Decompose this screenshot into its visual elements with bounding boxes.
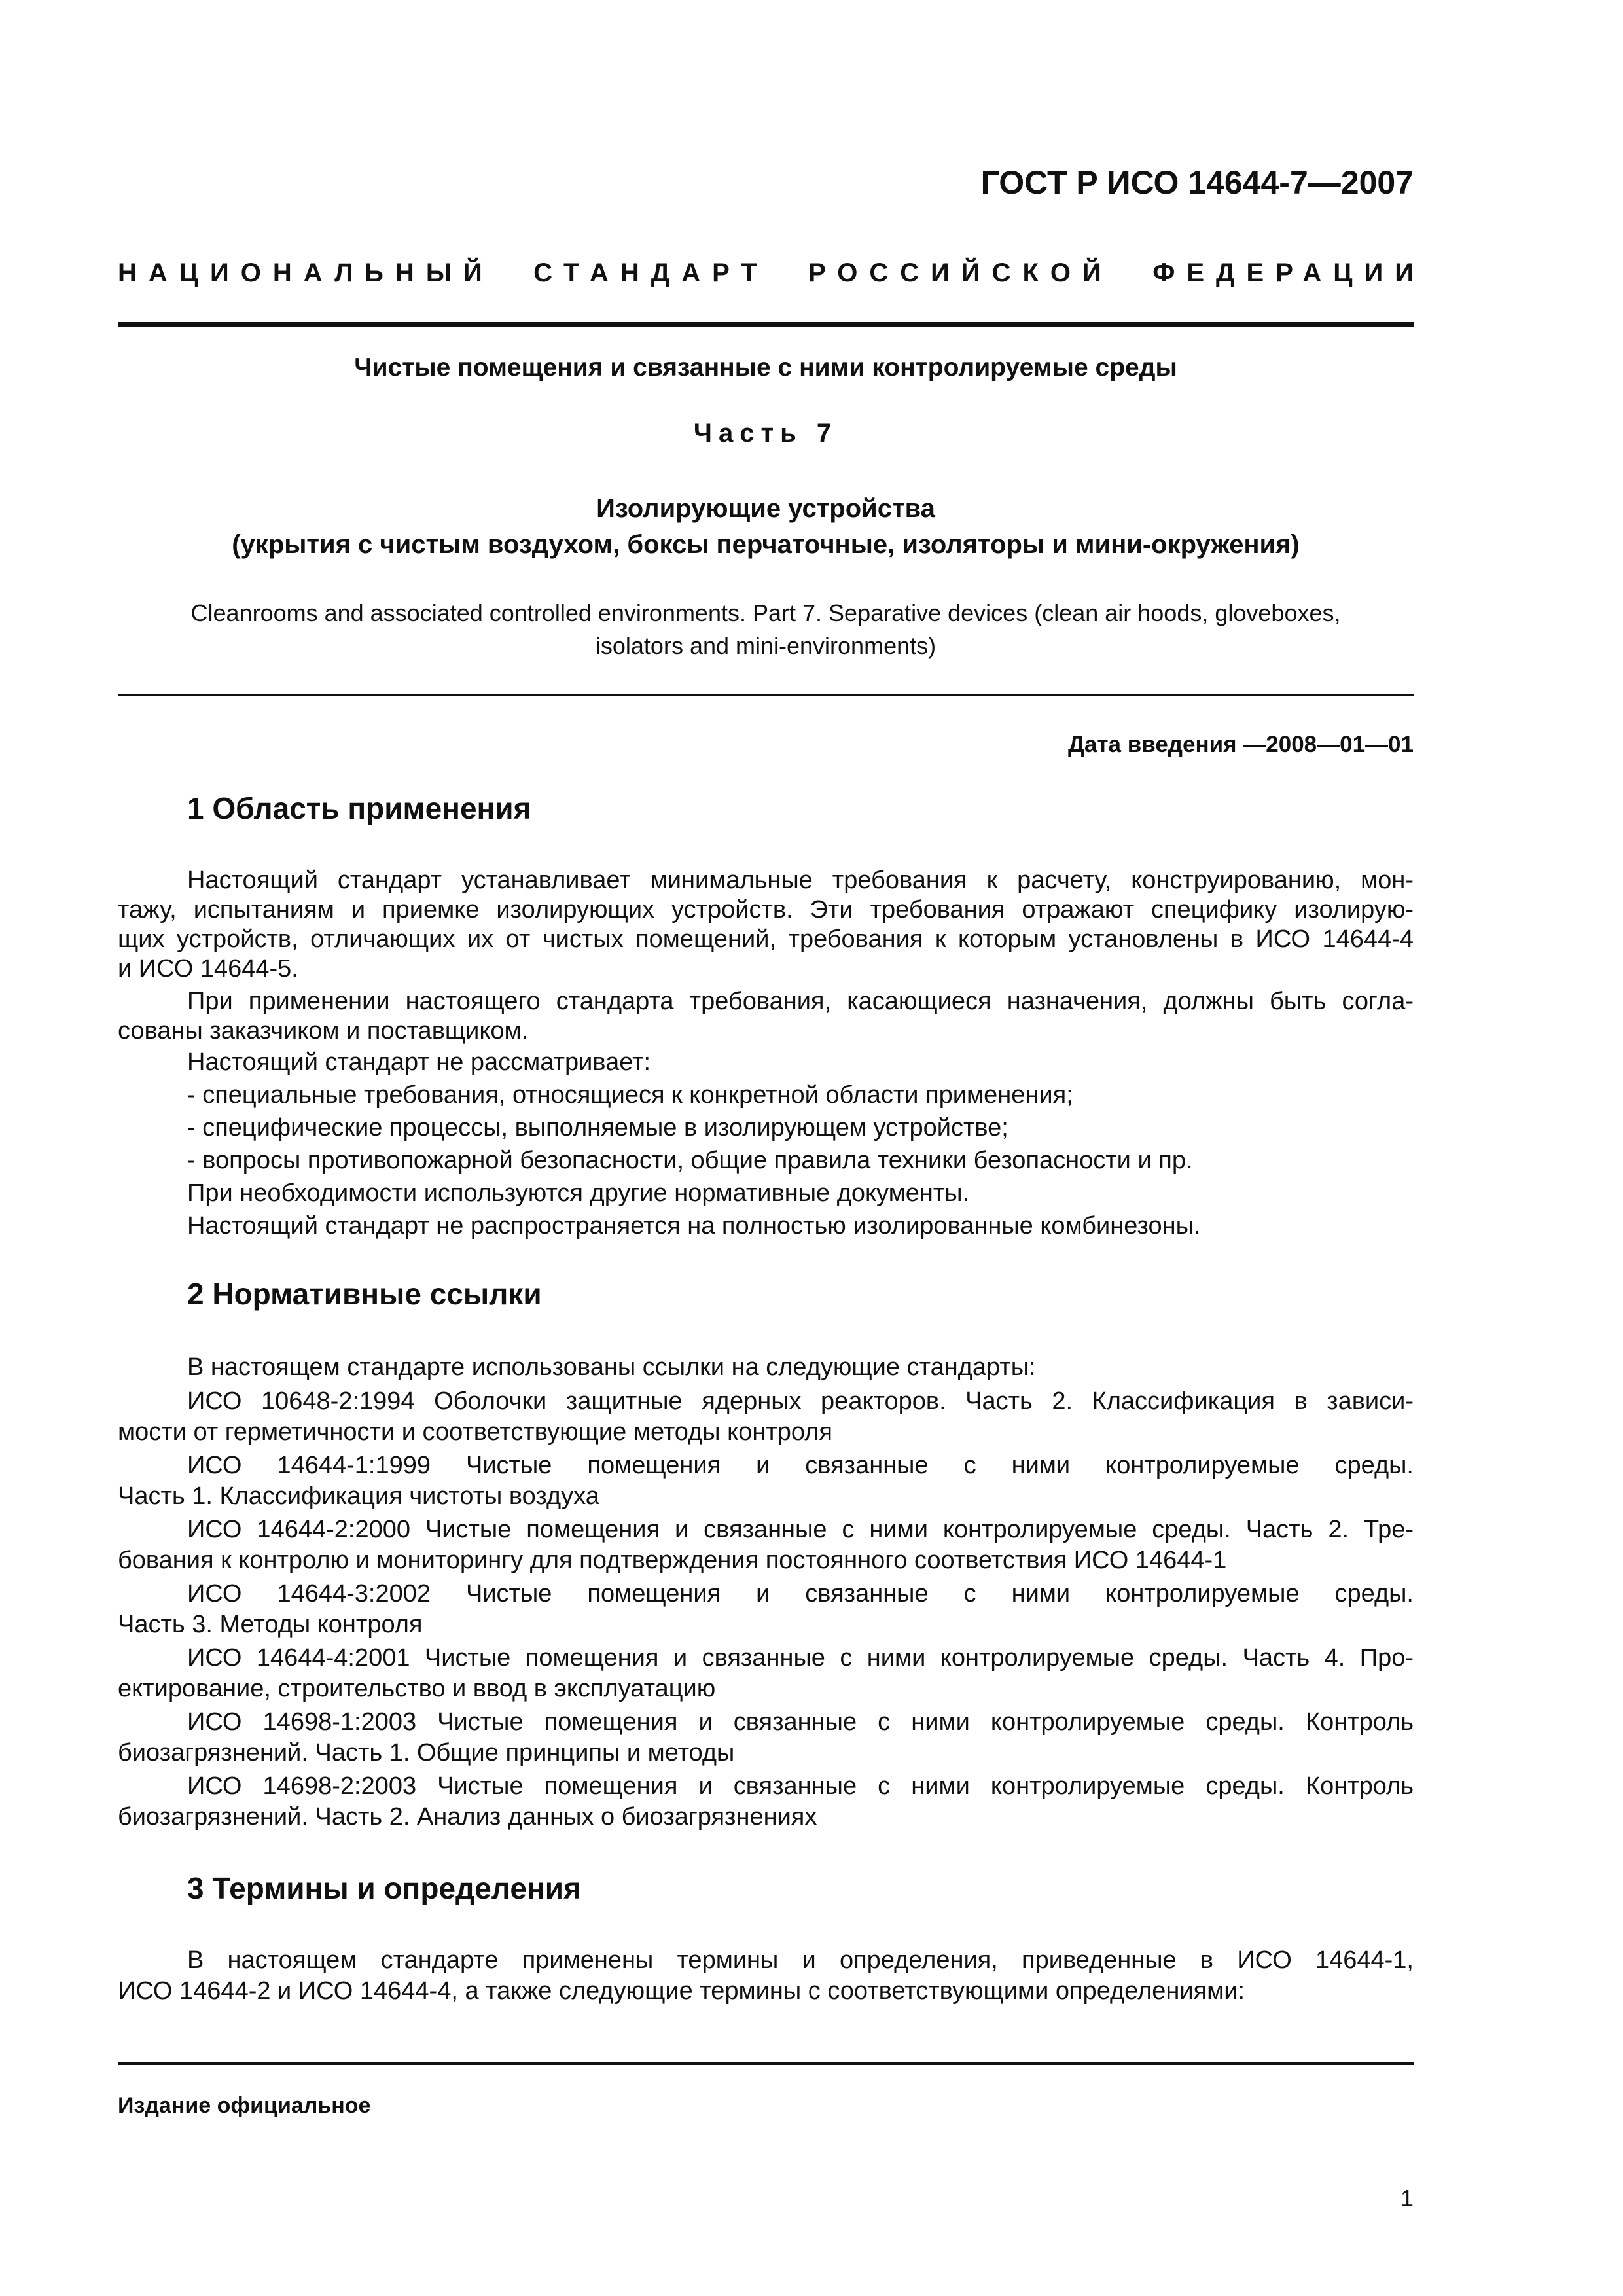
- paragraph-line: ИСО 14644-2 и ИСО 14644-4, а также следующие термины с соответствующими определениями:: [118, 1977, 1245, 2005]
- reference-line: ектирование, строительство и ввод в эксплуатацию: [118, 1675, 716, 1702]
- reference-line: мости от герметичности и соответствующие методы контроля: [118, 1418, 832, 1446]
- list-item: - вопросы противопожарной безопасности, общие правила техники безопасности и пр.: [187, 1147, 1193, 1174]
- reference-line: ИСО 10648-2:1994 Оболочки защитные ядерных реакторов. Часть 2. Классификация в зависи-: [187, 1388, 1414, 1415]
- section-2-heading: 2 Нормативные ссылки: [187, 1277, 542, 1311]
- reference-line: ИСО 14698-1:2003 Чистые помещения и связанные с ними контролируемые среды. Контроль: [187, 1708, 1414, 1736]
- reference-line: ИСО 14644-3:2002 Чистые помещения и связанные с ними контролируемые среды.: [187, 1580, 1414, 1607]
- paragraph-line: и ИСО 14644-5.: [118, 955, 298, 982]
- title-rule: [118, 694, 1414, 696]
- list-item: - специальные требования, относящиеся к конкретной области применения;: [187, 1081, 1073, 1109]
- national-word: ФЕДЕРАЦИИ: [1152, 259, 1425, 287]
- paragraph-line: Настоящий стандарт устанавливает минимальные требования к расчету, конструированию, мон-: [187, 867, 1414, 894]
- paragraph-line: При применении настоящего стандарта требования, касающиеся назначения, должны быть согла-: [187, 988, 1414, 1015]
- national-word: СТАНДАРТ: [533, 259, 769, 287]
- national-word: РОССИЙСКОЙ: [808, 259, 1113, 287]
- english-title-line-2: isolators and mini-environments): [595, 632, 936, 659]
- section-1-heading: 1 Область применения: [187, 791, 531, 825]
- reference-line: биозагрязнений. Часть 1. Общие принципы и методы: [118, 1739, 735, 1767]
- document-number: ГОСТ Р ИСО 14644-7—2007: [980, 164, 1414, 201]
- reference-line: бования к контролю и мониторингу для подтверждения постоянного соответствия ИСО 14644-1: [118, 1547, 1227, 1574]
- document-part: Часть 7: [693, 419, 838, 448]
- reference-line: ИСО 14698-2:2003 Чистые помещения и связанные с ними контролируемые среды. Контроль: [187, 1772, 1414, 1800]
- paragraph-line: При необходимости используются другие нормативные документы.: [187, 1179, 970, 1207]
- reference-line: биозагрязнений. Часть 2. Анализ данных о биозагрязнениях: [118, 1803, 817, 1831]
- national-word: НАЦИОНАЛЬНЫЙ: [118, 259, 494, 287]
- document-title: Чистые помещения и связанные с ними контролируемые среды: [354, 353, 1177, 382]
- reference-line: Часть 1. Классификация чистоты воздуха: [118, 1482, 599, 1510]
- page-number: 1: [1400, 2185, 1414, 2212]
- reference-line: ИСО 14644-4:2001 Чистые помещения и связанные с ними контролируемые среды. Часть 4. Про-: [187, 1644, 1414, 1672]
- official-edition-label: Издание официальное: [118, 2093, 371, 2118]
- english-title-line-1: Cleanrooms and associated controlled environments. Part 7. Separative devices (clean air hoods, gloveboxes,: [190, 600, 1341, 626]
- footer-rule: [118, 2062, 1414, 2065]
- reference-line: ИСО 14644-2:2000 Чистые помещения и связанные с ними контролируемые среды. Часть 2. Тре-: [187, 1516, 1414, 1543]
- document-subtitle-line-1: Изолирующие устройства: [596, 494, 935, 523]
- reference-line: Часть 3. Методы контроля: [118, 1611, 423, 1638]
- introduction-date: Дата введения —2008—01—01: [1068, 732, 1414, 757]
- header-thick-rule: [118, 322, 1414, 327]
- reference-line: ИСО 14644-1:1999 Чистые помещения и связанные с ними контролируемые среды.: [187, 1452, 1414, 1479]
- paragraph-line: В настоящем стандарте использованы ссылки на следующие стандарты:: [187, 1354, 1036, 1381]
- section-3-heading: 3 Термины и определения: [187, 1871, 581, 1905]
- paragraph-line: Настоящий стандарт не распространяется на полностью изолированные комбинезоны.: [187, 1212, 1201, 1240]
- paragraph-line: щих устройств, отличающих их от чистых помещений, требования к которым установлены в ИСО 14644-4: [118, 925, 1414, 953]
- paragraph-line: сованы заказчиком и поставщиком.: [118, 1017, 529, 1045]
- paragraph-line: Настоящий стандарт не рассматривает:: [187, 1049, 651, 1076]
- national-standard-header: [118, 259, 1425, 288]
- document-subtitle-line-2: (укрытия с чистым воздухом, боксы перчаточные, изоляторы и мини-окружения): [232, 530, 1300, 559]
- paragraph-line: тажу, испытаниям и приемке изолирующих устройств. Эти требования отражают специфику изолирую-: [118, 896, 1414, 924]
- paragraph-line: В настоящем стандарте применены термины и определения, приведенные в ИСО 14644-1,: [187, 1946, 1414, 1974]
- list-item: - специфические процессы, выполняемые в изолирующем устройстве;: [187, 1114, 1008, 1141]
